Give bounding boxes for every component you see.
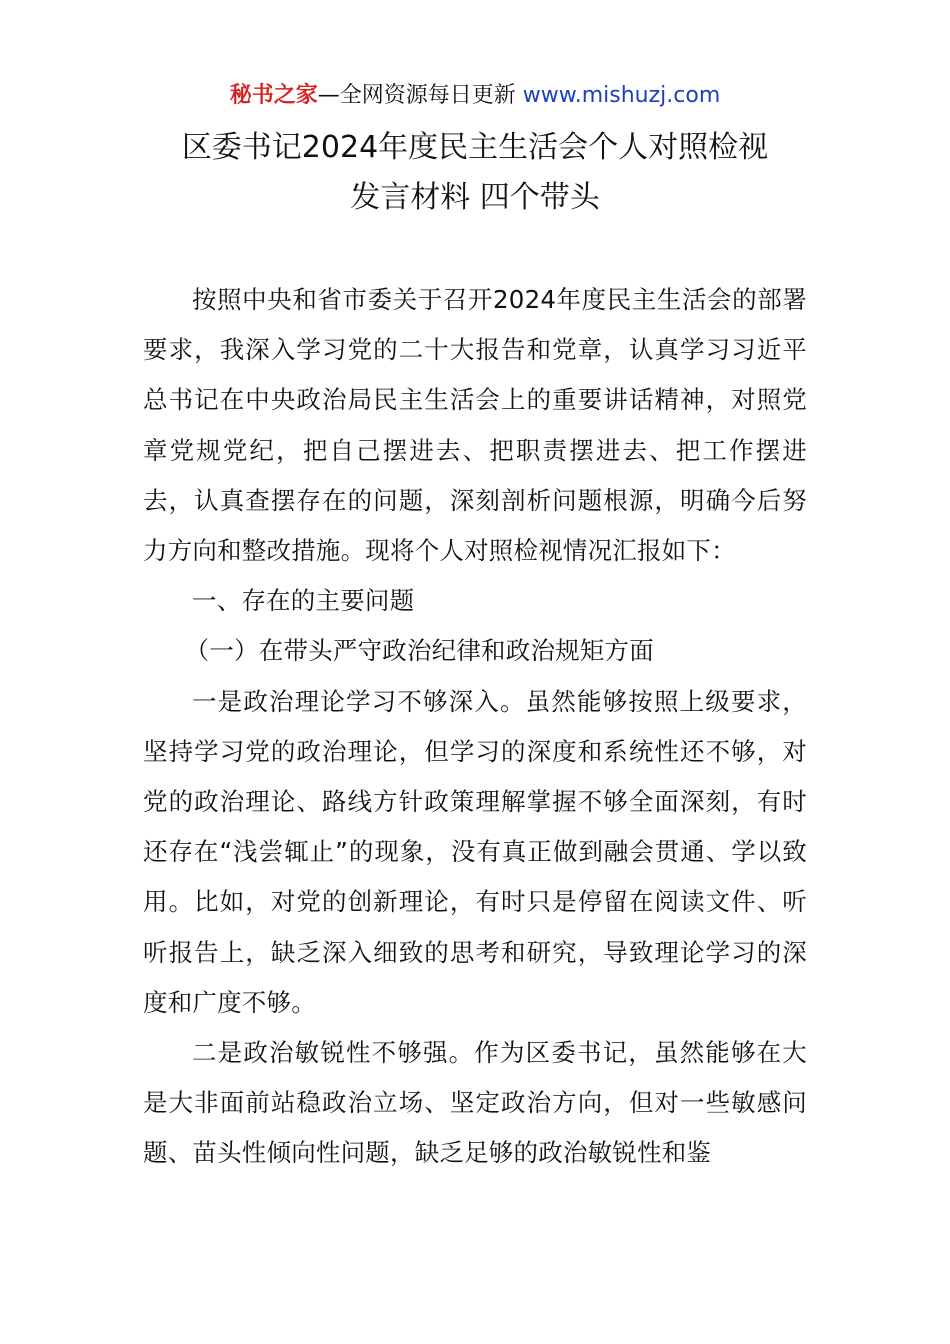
intro-paragraph: 按照中央和省市委关于召开2024年度民主生活会的部署要求，我深入学习党的二十大报告和党章，认真学习习近平总书记在中央政治局民主生活会上的重要讲话精神，对照党章党规党纪，把自己摆进去、把职责摆进去、把工作摆进去，认真查摆存在的问题，深刻剖析问题根源，明确今后努力方向和整改措施。现将个人对照检视情况汇报如下：	[143, 285, 807, 566]
document-title-line-2: 发言材料 四个带头	[350, 180, 600, 215]
point-paragraph-1: 一是政治理论学习不够深入。虽然能够按照上级要求，坚持学习党的政治理论，但学习的深度和系统性还不够，对党的政治理论、路线方针政策理解掌握不够全面深刻，有时还存在“浅尝辄止”的现象，没有真正做到融会贯通、学以致用。比如，对党的创新理论，有时只是停留在阅读文件、听听报告上，缺乏深入细致的思考和研究，导致理论学习的深度和广度不够。	[143, 686, 807, 1017]
document-body	[143, 275, 807, 1179]
document-title-line-1: 区委书记2024年度民主生活会个人对照检视	[181, 130, 769, 165]
point-paragraph-2: 二是政治敏锐性不够强。作为区委书记，虽然能够在大是大非面前站稳政治立场、坚定政治方向，但对一些敏感问题、苗头性倾向性问题，缺乏足够的政治敏锐性和鉴	[143, 1038, 807, 1168]
site-banner	[0, 80, 950, 112]
banner-brand: 秘书之家	[229, 83, 318, 108]
subsection-heading: （一）在带头严守政治纪律和政治规矩方面	[184, 636, 654, 666]
banner-url-link[interactable]: www.mishuzj.com	[522, 83, 721, 108]
banner-tagline: —全网资源每日更新	[317, 83, 516, 108]
section-heading: 一、存在的主要问题	[192, 586, 415, 616]
